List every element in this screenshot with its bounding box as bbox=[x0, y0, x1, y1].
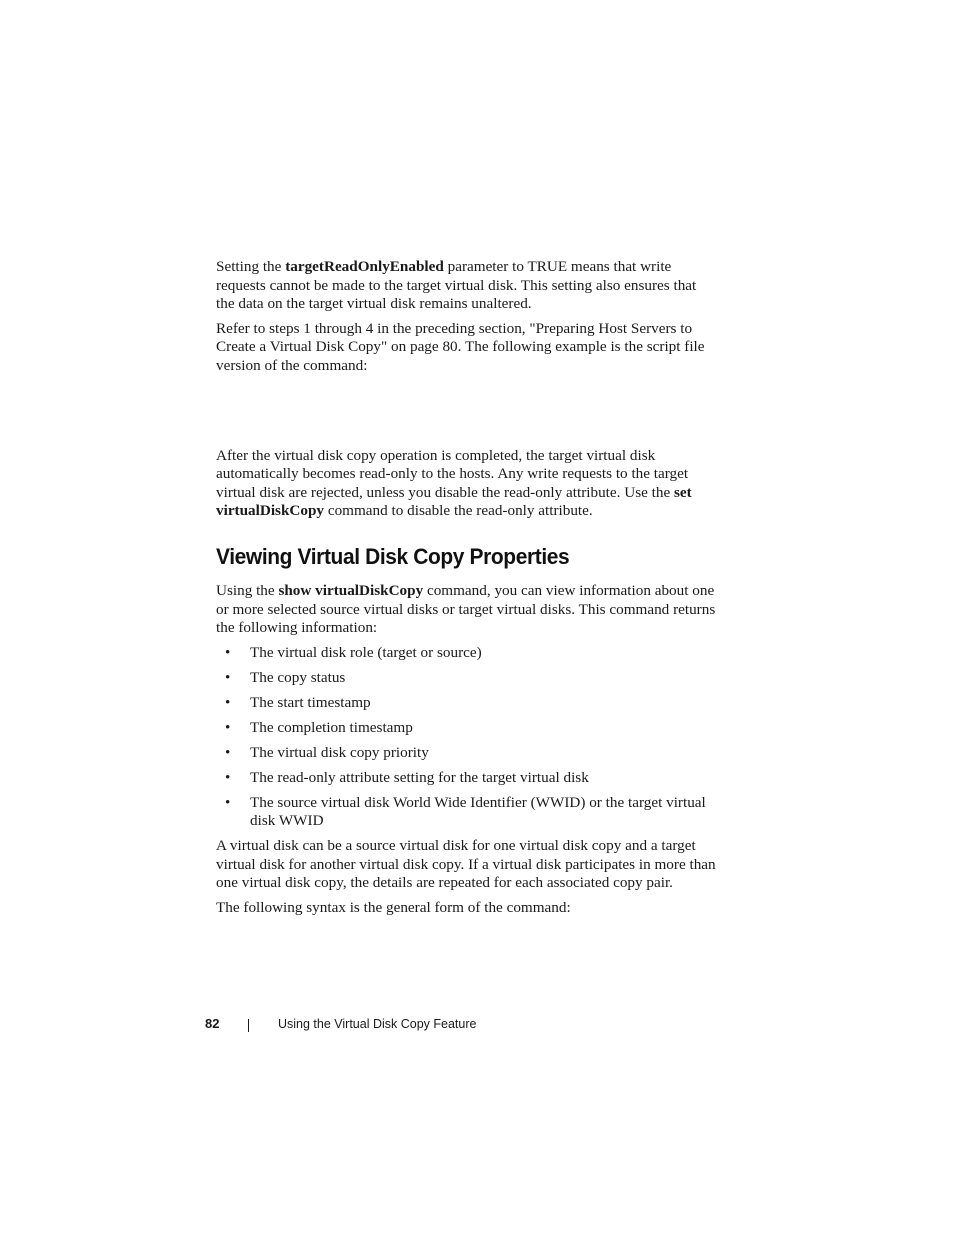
command-name: show virtualDiskCopy bbox=[278, 581, 424, 599]
paragraph-show-command: Using the show virtualDiskCopy command, you can view information about one or more selected source virtual disks or target virtual disks. This command returns the following information: bbox=[216, 581, 716, 637]
list-item: • The virtual disk copy priority bbox=[225, 743, 429, 761]
page-number: 82 bbox=[205, 1016, 220, 1031]
paragraph-target-read-only: Setting the targetReadOnlyEnabled parameter to TRUE means that write requests cannot be made to the target virtual disk. This setting also ensures that the data on the target virtual disk remains unaltered. bbox=[216, 258, 697, 313]
information-list bbox=[216, 644, 716, 831]
list-item: • The virtual disk role (target or source) bbox=[225, 643, 482, 661]
command-name: set virtualDiskCopy bbox=[216, 483, 692, 520]
bullet-icon: • bbox=[225, 693, 231, 711]
page-body bbox=[216, 258, 716, 918]
paragraph-after-copy: After the virtual disk copy operation is completed, the target virtual disk automatically becomes read-only to the hosts. Any write requests to the target virtual disk are rejected, unless you disable the read-only attribute. Use the set virtualDiskCopy command to disable the read-only attribute. bbox=[216, 446, 692, 520]
paragraph-refer-steps: Refer to steps 1 through 4 in the preceding section, "Preparing Host Servers to Create a Virtual Disk Copy" on page 80. The following example is the script file version of the command: bbox=[216, 319, 705, 374]
footer-chapter-title: Using the Virtual Disk Copy Feature bbox=[278, 1017, 477, 1031]
bullet-icon: • bbox=[225, 668, 231, 686]
bullet-icon: • bbox=[225, 743, 231, 761]
parameter-name: targetReadOnlyEnabled bbox=[285, 258, 444, 275]
list-item: • The source virtual disk World Wide Identifier (WWID) or the target virtual disk WWID bbox=[225, 793, 706, 830]
bullet-icon: • bbox=[225, 793, 231, 811]
bullet-icon: • bbox=[225, 643, 231, 661]
bullet-icon: • bbox=[225, 718, 231, 736]
list-item: • The completion timestamp bbox=[225, 718, 413, 736]
list-item: • The copy status bbox=[225, 668, 346, 686]
list-item: • The start timestamp bbox=[225, 693, 371, 711]
page-footer bbox=[0, 1014, 954, 1034]
bullet-icon: • bbox=[225, 768, 231, 786]
section-heading: Viewing Virtual Disk Copy Properties bbox=[216, 543, 570, 569]
list-item: • The read-only attribute setting for the target virtual disk bbox=[225, 768, 589, 786]
paragraph-source-target: A virtual disk can be a source virtual disk for one virtual disk copy and a target virtual disk for another virtual disk copy. If a virtual disk participates in more than one virtual disk copy, the details are repeated for each associated copy pair. bbox=[216, 837, 716, 892]
paragraph-syntax-intro: The following syntax is the general form of the command: bbox=[216, 898, 571, 916]
footer-divider bbox=[248, 1019, 249, 1032]
